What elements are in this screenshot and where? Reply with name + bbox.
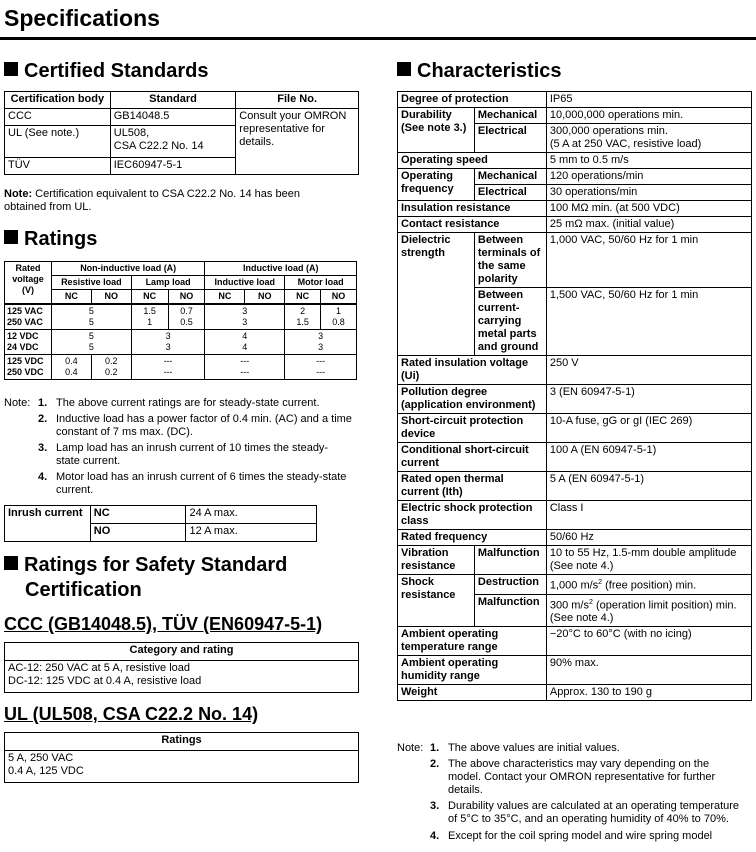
char-row-dielectric xyxy=(398,233,752,288)
char-key: Operating frequency xyxy=(398,169,475,201)
inrush-nc-label: NC xyxy=(90,506,186,524)
square-bullet-icon xyxy=(397,62,411,76)
char-subkey: Electrical xyxy=(474,185,546,201)
char-value: 100 A (EN 60947-5-1) xyxy=(546,443,751,472)
header-nc: NC xyxy=(51,290,91,305)
ratings-row-ac xyxy=(5,304,357,330)
certified-standards-heading: Certified Standards xyxy=(4,59,208,83)
char-key: Rated open thermal current (Ith) xyxy=(398,472,547,501)
char-key: Conditional short-circuit current xyxy=(398,443,547,472)
char-value: 1,000 $m/s^2$ (free position) min. xyxy=(546,575,751,595)
char-key: Vibration resistance xyxy=(398,546,475,575)
cert-body-ul: UL (See note.) xyxy=(5,126,111,158)
ul-heading: UL (UL508, CSA C22.2 No. 14) xyxy=(4,704,259,724)
header-no: NO xyxy=(91,290,131,305)
char-value: 90% max. xyxy=(546,656,751,685)
char-value: 3 (EN 60947-5-1) xyxy=(546,385,751,414)
lamp-nc-cell: 1.5 1 xyxy=(131,304,168,330)
ccc-ratings: AC-12: 250 VAC at 5 A, resistive load DC-12: 125 VDC at 0.4 A, resistive load xyxy=(5,661,359,693)
inrush-label: Inrush current xyxy=(5,506,91,542)
char-key: Rated insulation voltage (Ui) xyxy=(398,356,547,385)
cert-standard-tuv: IEC60947-5-1 xyxy=(110,158,236,175)
motor-cell: 3 3 xyxy=(285,330,357,355)
char-row-open-thermal xyxy=(398,472,752,501)
char-value: 5 A (EN 60947-5-1) xyxy=(546,472,751,501)
ratings-table xyxy=(4,261,357,380)
char-key: Operating speed xyxy=(398,153,547,169)
char-key: Rated frequency xyxy=(398,530,547,546)
resistive-no-cell: 0.2 0.2 xyxy=(91,355,131,380)
header-nc: NC xyxy=(131,290,168,305)
cert-file-no: Consult your OMRON representative for details. xyxy=(236,109,359,175)
motor-cell: --- --- xyxy=(285,355,357,380)
char-row-frequency xyxy=(398,169,752,185)
char-row-pollution xyxy=(398,385,752,414)
cert-body-tuv: TÜV xyxy=(5,158,111,175)
char-key: Ambient operating humidity range xyxy=(398,656,547,685)
resistive-cell: 5 5 xyxy=(51,330,131,355)
resistive-nc-cell: 0.4 0.4 xyxy=(51,355,91,380)
ratings-row-dc-high xyxy=(5,355,357,380)
header-inductive: Inductive load (A) xyxy=(205,262,357,276)
certified-standards-table xyxy=(4,91,359,175)
header-standard: Standard xyxy=(110,92,236,109)
header-resistive-load: Resistive load xyxy=(51,276,131,290)
cert-body-ccc: CCC xyxy=(5,109,111,126)
header-nc: NC xyxy=(285,290,321,305)
char-value: 25 mΩ max. (initial value) xyxy=(546,217,751,233)
header-no: NO xyxy=(245,290,285,305)
ccc-table xyxy=(4,642,359,693)
char-value: 10-A fuse, gG or gI (IEC 269) xyxy=(546,414,751,443)
ratings-row-dc-low xyxy=(5,330,357,355)
char-row-ambient-temperature xyxy=(398,627,752,656)
char-row-short-circuit-device xyxy=(398,414,752,443)
char-subkey: Electrical xyxy=(474,124,546,153)
page-title: Specifications xyxy=(4,5,160,31)
title-rule xyxy=(0,37,756,40)
lamp-cell: 3 3 xyxy=(131,330,205,355)
inrush-no-label: NO xyxy=(90,524,186,542)
ul-ratings: 5 A, 250 VAC 0.4 A, 125 VDC xyxy=(5,751,359,783)
char-value: IP65 xyxy=(546,92,751,108)
inductive-cell: 4 4 xyxy=(205,330,285,355)
char-key: Electric shock protection class xyxy=(398,501,547,530)
char-subkey: Mechanical xyxy=(474,169,546,185)
char-value: 50/60 Hz xyxy=(546,530,751,546)
inductive-cell: --- --- xyxy=(205,355,285,380)
char-key: Shock resistance xyxy=(398,575,475,627)
char-key: Insulation resistance xyxy=(398,201,547,217)
char-subkey: Malfunction xyxy=(474,546,546,575)
char-value: 120 operations/min xyxy=(546,169,751,185)
char-value: 30 operations/min xyxy=(546,185,751,201)
header-no: NO xyxy=(168,290,205,305)
char-subkey: Mechanical xyxy=(474,108,546,124)
char-row-rated-insulation-voltage xyxy=(398,356,752,385)
header-rated-voltage: Rated voltage (V) xyxy=(5,262,52,305)
char-value: Class I xyxy=(546,501,751,530)
char-value: 1,500 VAC, 50/60 Hz for 1 min xyxy=(546,288,751,356)
char-value: 250 V xyxy=(546,356,751,385)
voltage-cell: 125 VAC 250 VAC xyxy=(5,304,52,330)
header-nc: NC xyxy=(205,290,245,305)
voltage-cell: 125 VDC 250 VDC xyxy=(5,355,52,380)
char-value: 10 to 55 Hz, 1.5-mm double amplitude (See note 4.) xyxy=(546,546,751,575)
cert-standard-ul: UL508, CSA C22.2 No. 14 xyxy=(110,126,236,158)
char-row-vibration xyxy=(398,546,752,575)
header-no: NO xyxy=(321,290,357,305)
cert-standard-ccc: GB14048.5 xyxy=(110,109,236,126)
char-subkey: Between terminals of the same polarity xyxy=(474,233,546,288)
square-bullet-icon xyxy=(4,62,18,76)
square-bullet-icon xyxy=(4,230,18,244)
char-key: Durability (See note 3.) xyxy=(398,108,475,153)
safety-heading-line2: Certification xyxy=(25,579,142,601)
char-key: Pollution degree (application environment) xyxy=(398,385,547,414)
header-certification-body: Certification body xyxy=(5,92,111,109)
char-row-conditional-short-circuit xyxy=(398,443,752,472)
char-key: Dielectric strength xyxy=(398,233,475,356)
char-key: Short-circuit protection device xyxy=(398,414,547,443)
char-subkey: Malfunction xyxy=(474,594,546,627)
header-inductive-load: Inductive load xyxy=(205,276,285,290)
char-value: 1,000 VAC, 50/60 Hz for 1 min xyxy=(546,233,751,288)
char-row-insulation xyxy=(398,201,752,217)
header-file-no: File No. xyxy=(236,92,359,109)
certified-note: Note: Certification equivalent to CSA C22.2 No. 14 has been obtained from UL. xyxy=(4,188,300,213)
char-subkey: Destruction xyxy=(474,575,546,595)
resistive-cell: 5 5 xyxy=(51,304,131,330)
inductive-cell: 3 3 xyxy=(205,304,285,330)
char-row-rated-frequency xyxy=(398,530,752,546)
char-value: 10,000,000 operations min. xyxy=(546,108,751,124)
lamp-no-cell: 0.7 0.5 xyxy=(168,304,205,330)
square-bullet-icon xyxy=(4,556,18,570)
ccc-heading: CCC (GB14048.5), TÜV (EN60947-5-1) xyxy=(4,614,323,634)
char-value: −20°C to 60°C (with no icing) xyxy=(546,627,751,656)
ratings-note-head: Note: xyxy=(4,397,31,409)
char-row-shock xyxy=(398,575,752,595)
char-note-head: Note: xyxy=(397,742,424,754)
inrush-nc-value: 24 A max. xyxy=(186,506,317,524)
char-key: Degree of protection xyxy=(398,92,547,108)
char-value: 100 MΩ min. (at 500 VDC) xyxy=(546,201,751,217)
ul-header: Ratings xyxy=(5,733,359,751)
char-value: 300 $m/s^2$ (operation limit position) min. (See note 4.) xyxy=(546,594,751,627)
char-value: Approx. 130 to 190 g xyxy=(546,685,751,701)
char-key: Weight xyxy=(398,685,547,701)
char-subkey: Between current- carrying metal parts and ground xyxy=(474,288,546,356)
char-key: Contact resistance xyxy=(398,217,547,233)
char-value: 5 mm to 0.5 m/s xyxy=(546,153,751,169)
char-row-speed xyxy=(398,153,752,169)
char-row-shock-protection xyxy=(398,501,752,530)
header-lamp-load: Lamp load xyxy=(131,276,205,290)
ratings-heading: Ratings xyxy=(4,227,97,251)
char-row-contact xyxy=(398,217,752,233)
char-row-degree xyxy=(398,92,752,108)
ul-table xyxy=(4,732,359,783)
inrush-no-value: 12 A max. xyxy=(186,524,317,542)
motor-nc-cell: 2 1.5 xyxy=(285,304,321,330)
voltage-cell: 12 VDC 24 VDC xyxy=(5,330,52,355)
header-motor-load: Motor load xyxy=(285,276,357,290)
motor-no-cell: 1 0.8 xyxy=(321,304,357,330)
char-row-weight xyxy=(398,685,752,701)
inrush-current-table xyxy=(4,505,317,542)
char-key: Ambient operating temperature range xyxy=(398,627,547,656)
header-non-inductive: Non-inductive load (A) xyxy=(51,262,204,276)
ccc-header: Category and rating xyxy=(5,643,359,661)
char-row-durability xyxy=(398,108,752,124)
char-row-ambient-humidity xyxy=(398,656,752,685)
safety-heading: Ratings for Safety Standard xyxy=(4,553,287,577)
characteristics-heading: Characteristics xyxy=(397,59,562,83)
char-value: 300,000 operations min. (5 A at 250 VAC, resistive load) xyxy=(546,124,751,153)
lamp-cell: --- --- xyxy=(131,355,205,380)
characteristics-table xyxy=(397,91,752,701)
